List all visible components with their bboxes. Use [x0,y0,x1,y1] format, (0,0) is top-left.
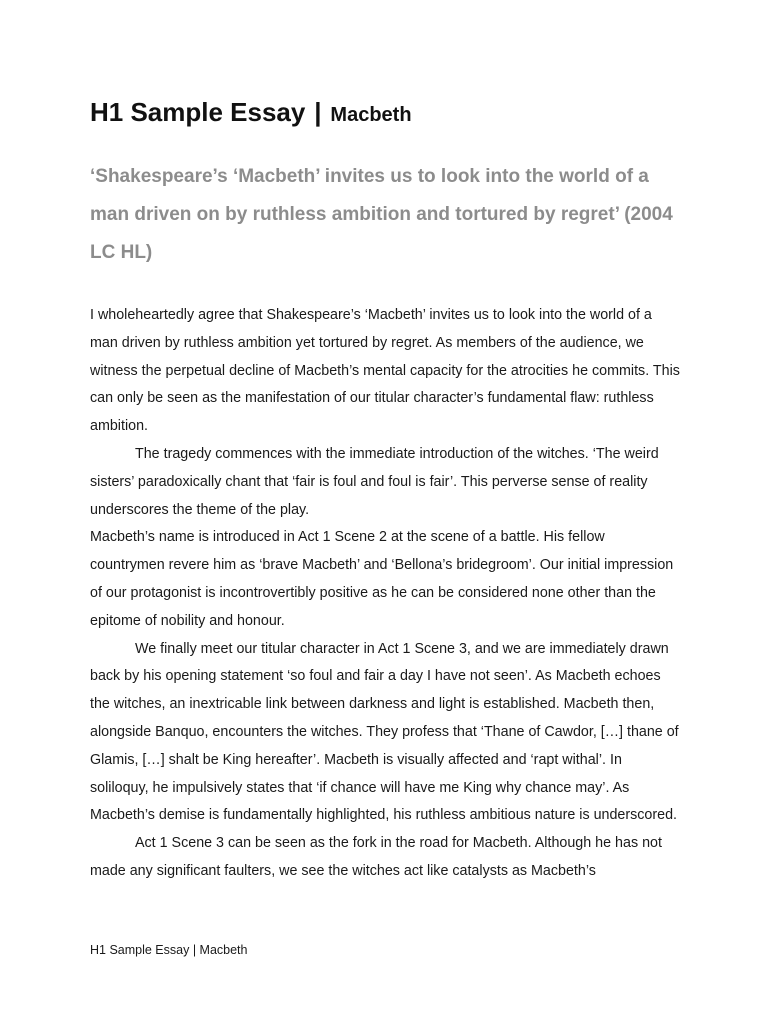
paragraph-1: I wholeheartedly agree that Shakespeare’s ‘Macbeth’ invites us to look into the world of a man driven by ruthless ambition yet tortured by regret. As members of the audience, we witness the perpetual decline of Macbeth’s mental capacity for the atrocities he commits. This can only be seen as the manifestation of our titular character’s fundamental flaw: ruthless ambition. [90,307,680,435]
page-title [90,94,412,126]
title-subtitle: Macbeth [330,104,412,126]
paragraph-5: Act 1 Scene 3 can be seen as the fork in the road for Macbeth. Although he has not made any significant faulters, we see the witches act like catalysts as Macbeth’s [90,835,662,879]
paragraph-2: The tragedy commences with the immediate introduction of the witches. ‘The weird sisters’ paradoxically chant that ‘fair is foul and foul is fair’. This perverse sense of reality underscores the theme of the play. [90,445,659,518]
title-separator: | [314,97,322,127]
essay-question: ‘Shakespeare’s ‘Macbeth’ invites us to look into the world of a man driven on by ruthless ambition and tortured by regret’ (2004 LC HL) [90,166,673,263]
paragraph-3: Macbeth’s name is introduced in Act 1 Scene 2 at the scene of a battle. His fellow countrymen revere him as ‘brave Macbeth’ and ‘Bellona’s bridegroom’. Our initial impression of our protagonist is incontrovertibly positive as he can be considered none other than the epitome of nobility and honour. [90,529,674,629]
page-footer: H1 Sample Essay | Macbeth [90,943,248,957]
title-main: H1 Sample Essay [90,97,306,127]
paragraph-4: We finally meet our titular character in Act 1 Scene 3, and we are immediately drawn back by his opening statement ‘so foul and fair a day I have not seen’. As Macbeth echoes the witches, an inextricable link between darkness and light is established. Macbeth then, alongside Banquo, encounters the witches. They profess that ‘Thane of Cawdor, […] thane of Glamis, […] shalt be King hereafter’. Macbeth is visually affected and ‘rapt withal’. In soliloquy, he impulsively states that ‘if chance will have me King why chance may’. As Macbeth’s demise is fundamentally highlighted, his ruthless ambitious nature is underscored. [90,640,679,824]
essay-body [90,302,680,886]
